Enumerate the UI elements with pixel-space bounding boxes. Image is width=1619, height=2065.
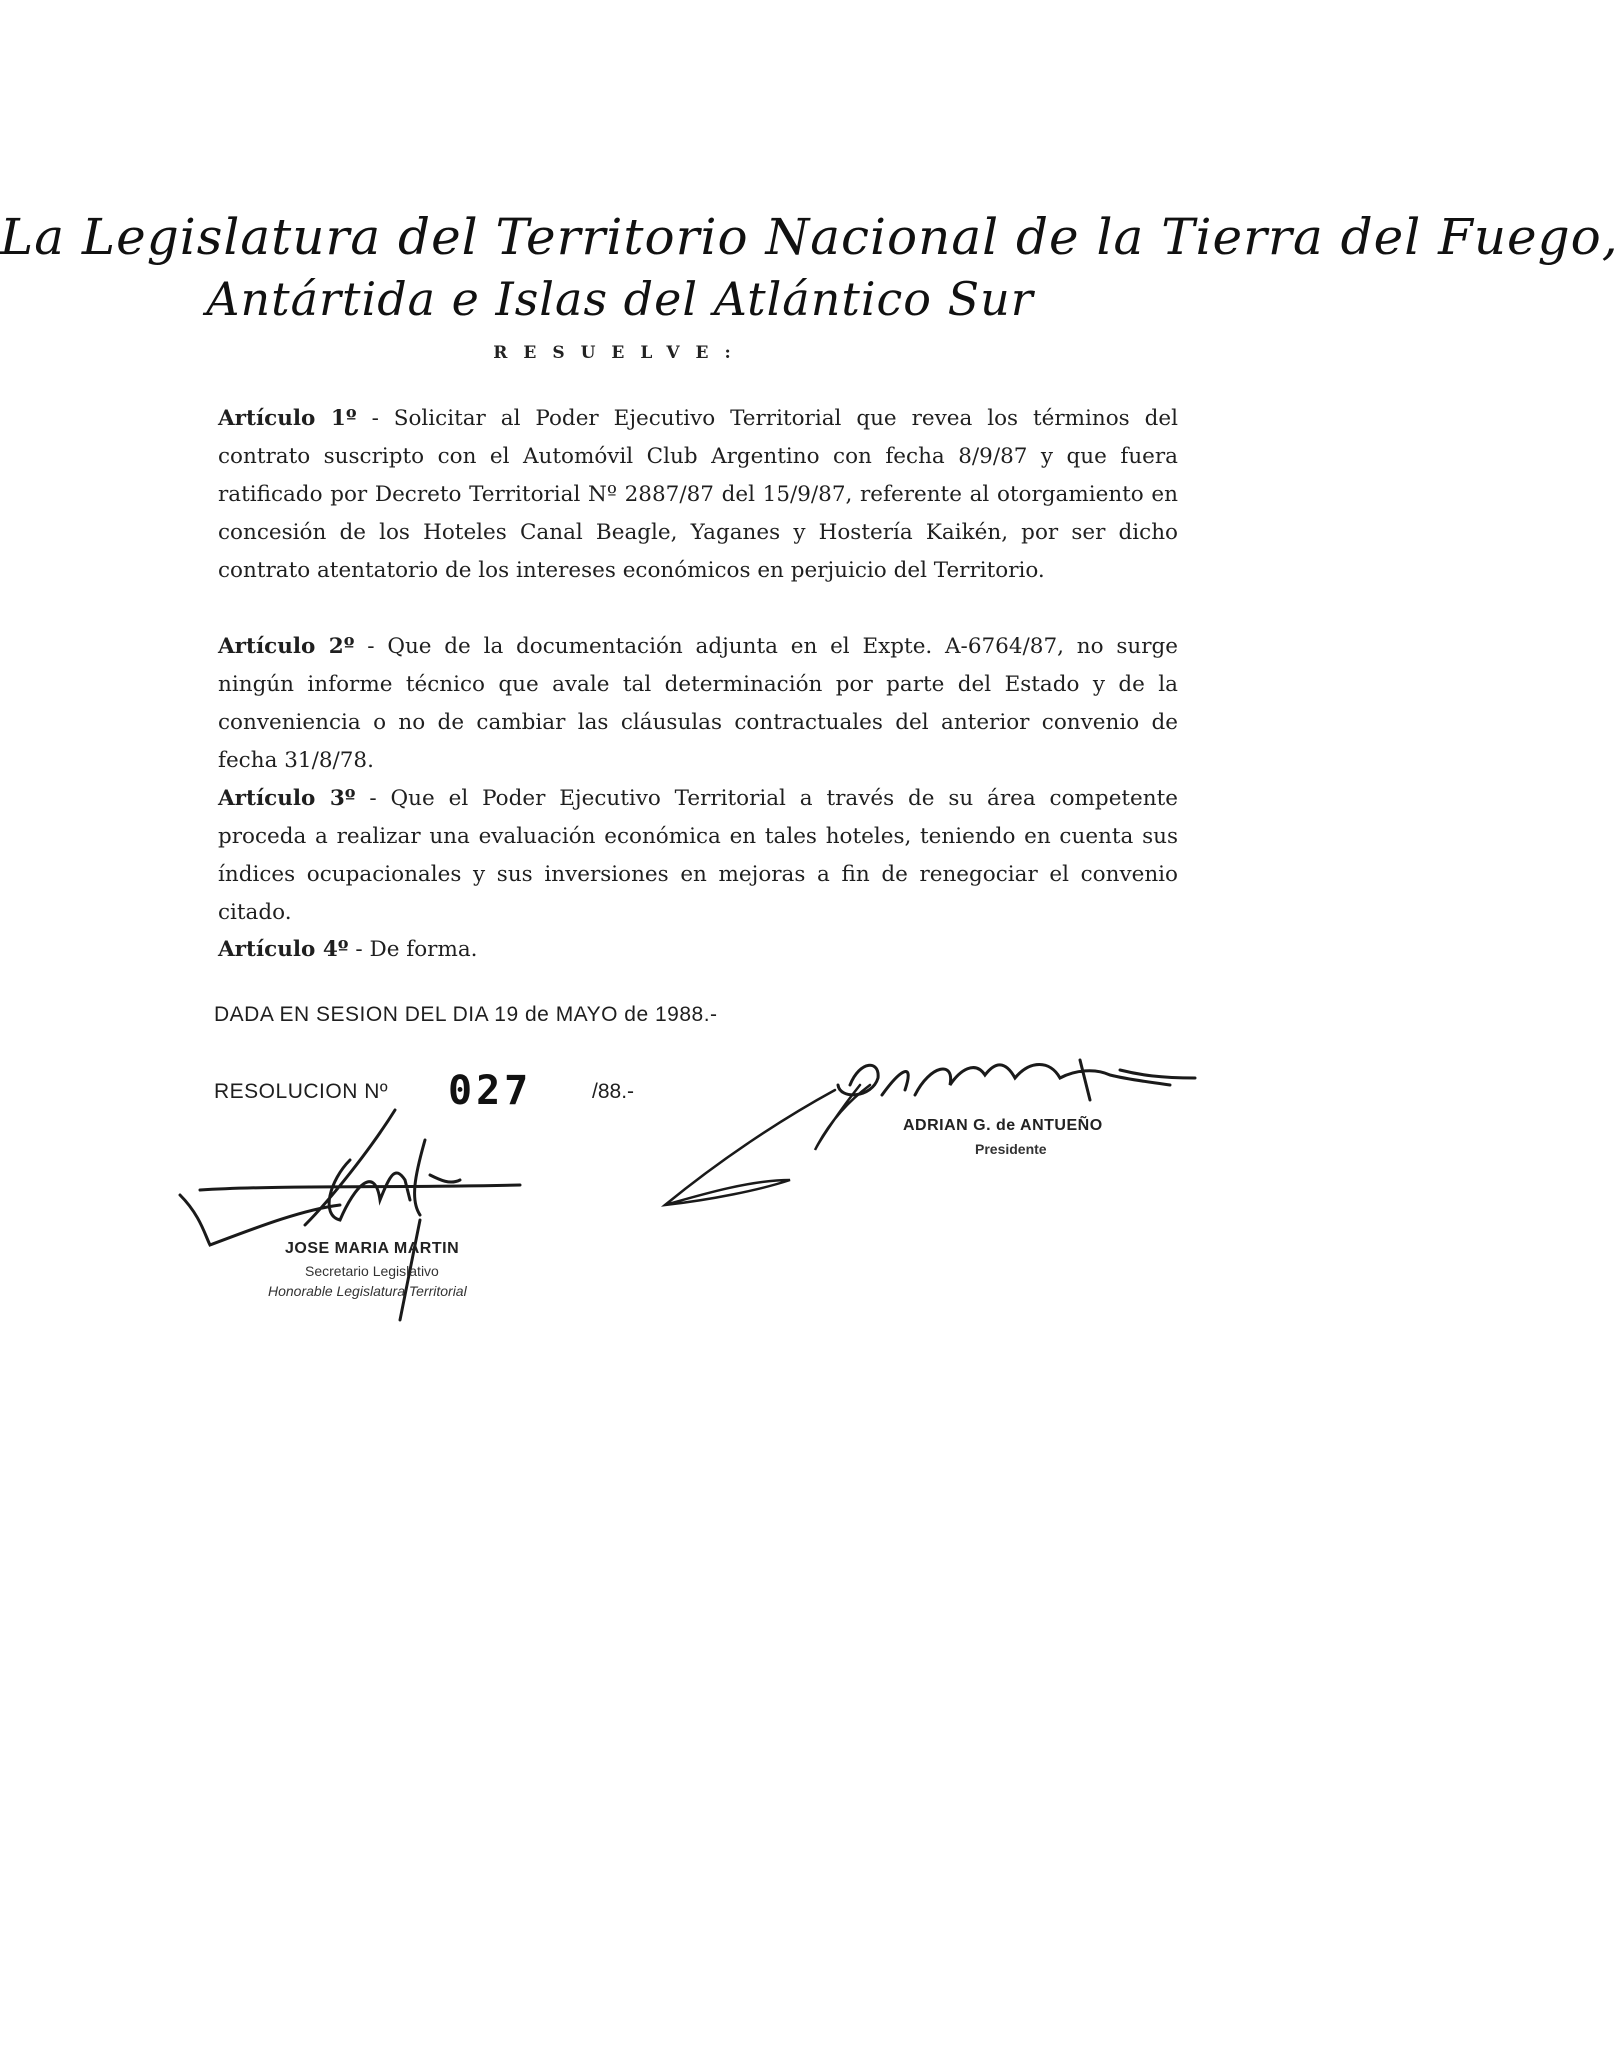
president-role: Presidente [975,1141,1047,1157]
resolution-label: RESOLUCION Nº [214,1080,389,1103]
president-signature [838,1060,1195,1100]
article-4-text: - De forma. [348,937,478,962]
article-1-heading: Artículo 1º [218,406,357,431]
article-1 [218,400,1178,590]
header-line-2: Antártida e Islas del Atlántico Sur [206,272,1034,326]
article-3-text: - Que el Poder Ejecutivo Territorial a través de su área competente proceda a realizar una evaluación económica en tales hoteles, teniendo en cuenta sus índices ocupacionales y sus inversiones en mejoras a fin de renegociar el convenio citado. [218,786,1178,925]
article-2 [218,628,1178,780]
resolution-number-stamp: 027 [448,1068,533,1114]
resolution-suffix: /88.- [592,1080,635,1103]
secretary-name: JOSE MARIA MARTIN [285,1240,460,1257]
resuelve-heading: RESUELVE: [493,343,747,363]
article-1-text: - Solicitar al Poder Ejecutivo Territorial que revea los términos del contrato suscripto con el Automóvil Club Argentino con fecha 8/9/87 y que fuera ratificado por Decreto Territorial Nº 2887/87 del 15/9/87, referente al otorgamiento en concesión de los Hoteles Canal Beagle, Yaganes y Hostería Kaikén, por ser dicho contrato atentatorio de los intereses económicos en perjuicio del Territorio. [218,406,1178,583]
article-3 [218,780,1178,932]
president-name: ADRIAN G. de ANTUEÑO [903,1117,1103,1134]
article-2-text: - Que de la documentación adjunta en el Expte. A-6764/87, no surge ningún informe técnico que avale tal determinación por parte del Estado y de la conveniencia o no de cambiar las cláusulas contractuales del anterior convenio de fecha 31/8/78. [218,634,1178,773]
article-2-heading: Artículo 2º [218,634,355,659]
article-4 [218,931,1178,969]
secretary-role: Secretario Legislativo [305,1263,439,1279]
article-4-heading: Artículo 4º [218,937,349,962]
article-3-heading: Artículo 3º [218,786,356,811]
secretary-organization: Honorable Legislatura Territorial [268,1283,467,1299]
session-date: DADA EN SESION DEL DIA 19 de MAYO de 1988.- [214,1003,718,1026]
president-signature-flourish [665,1085,870,1205]
header-line-1: La Legislatura del Territorio Nacional de la Tierra del Fuego, [0,208,1619,266]
